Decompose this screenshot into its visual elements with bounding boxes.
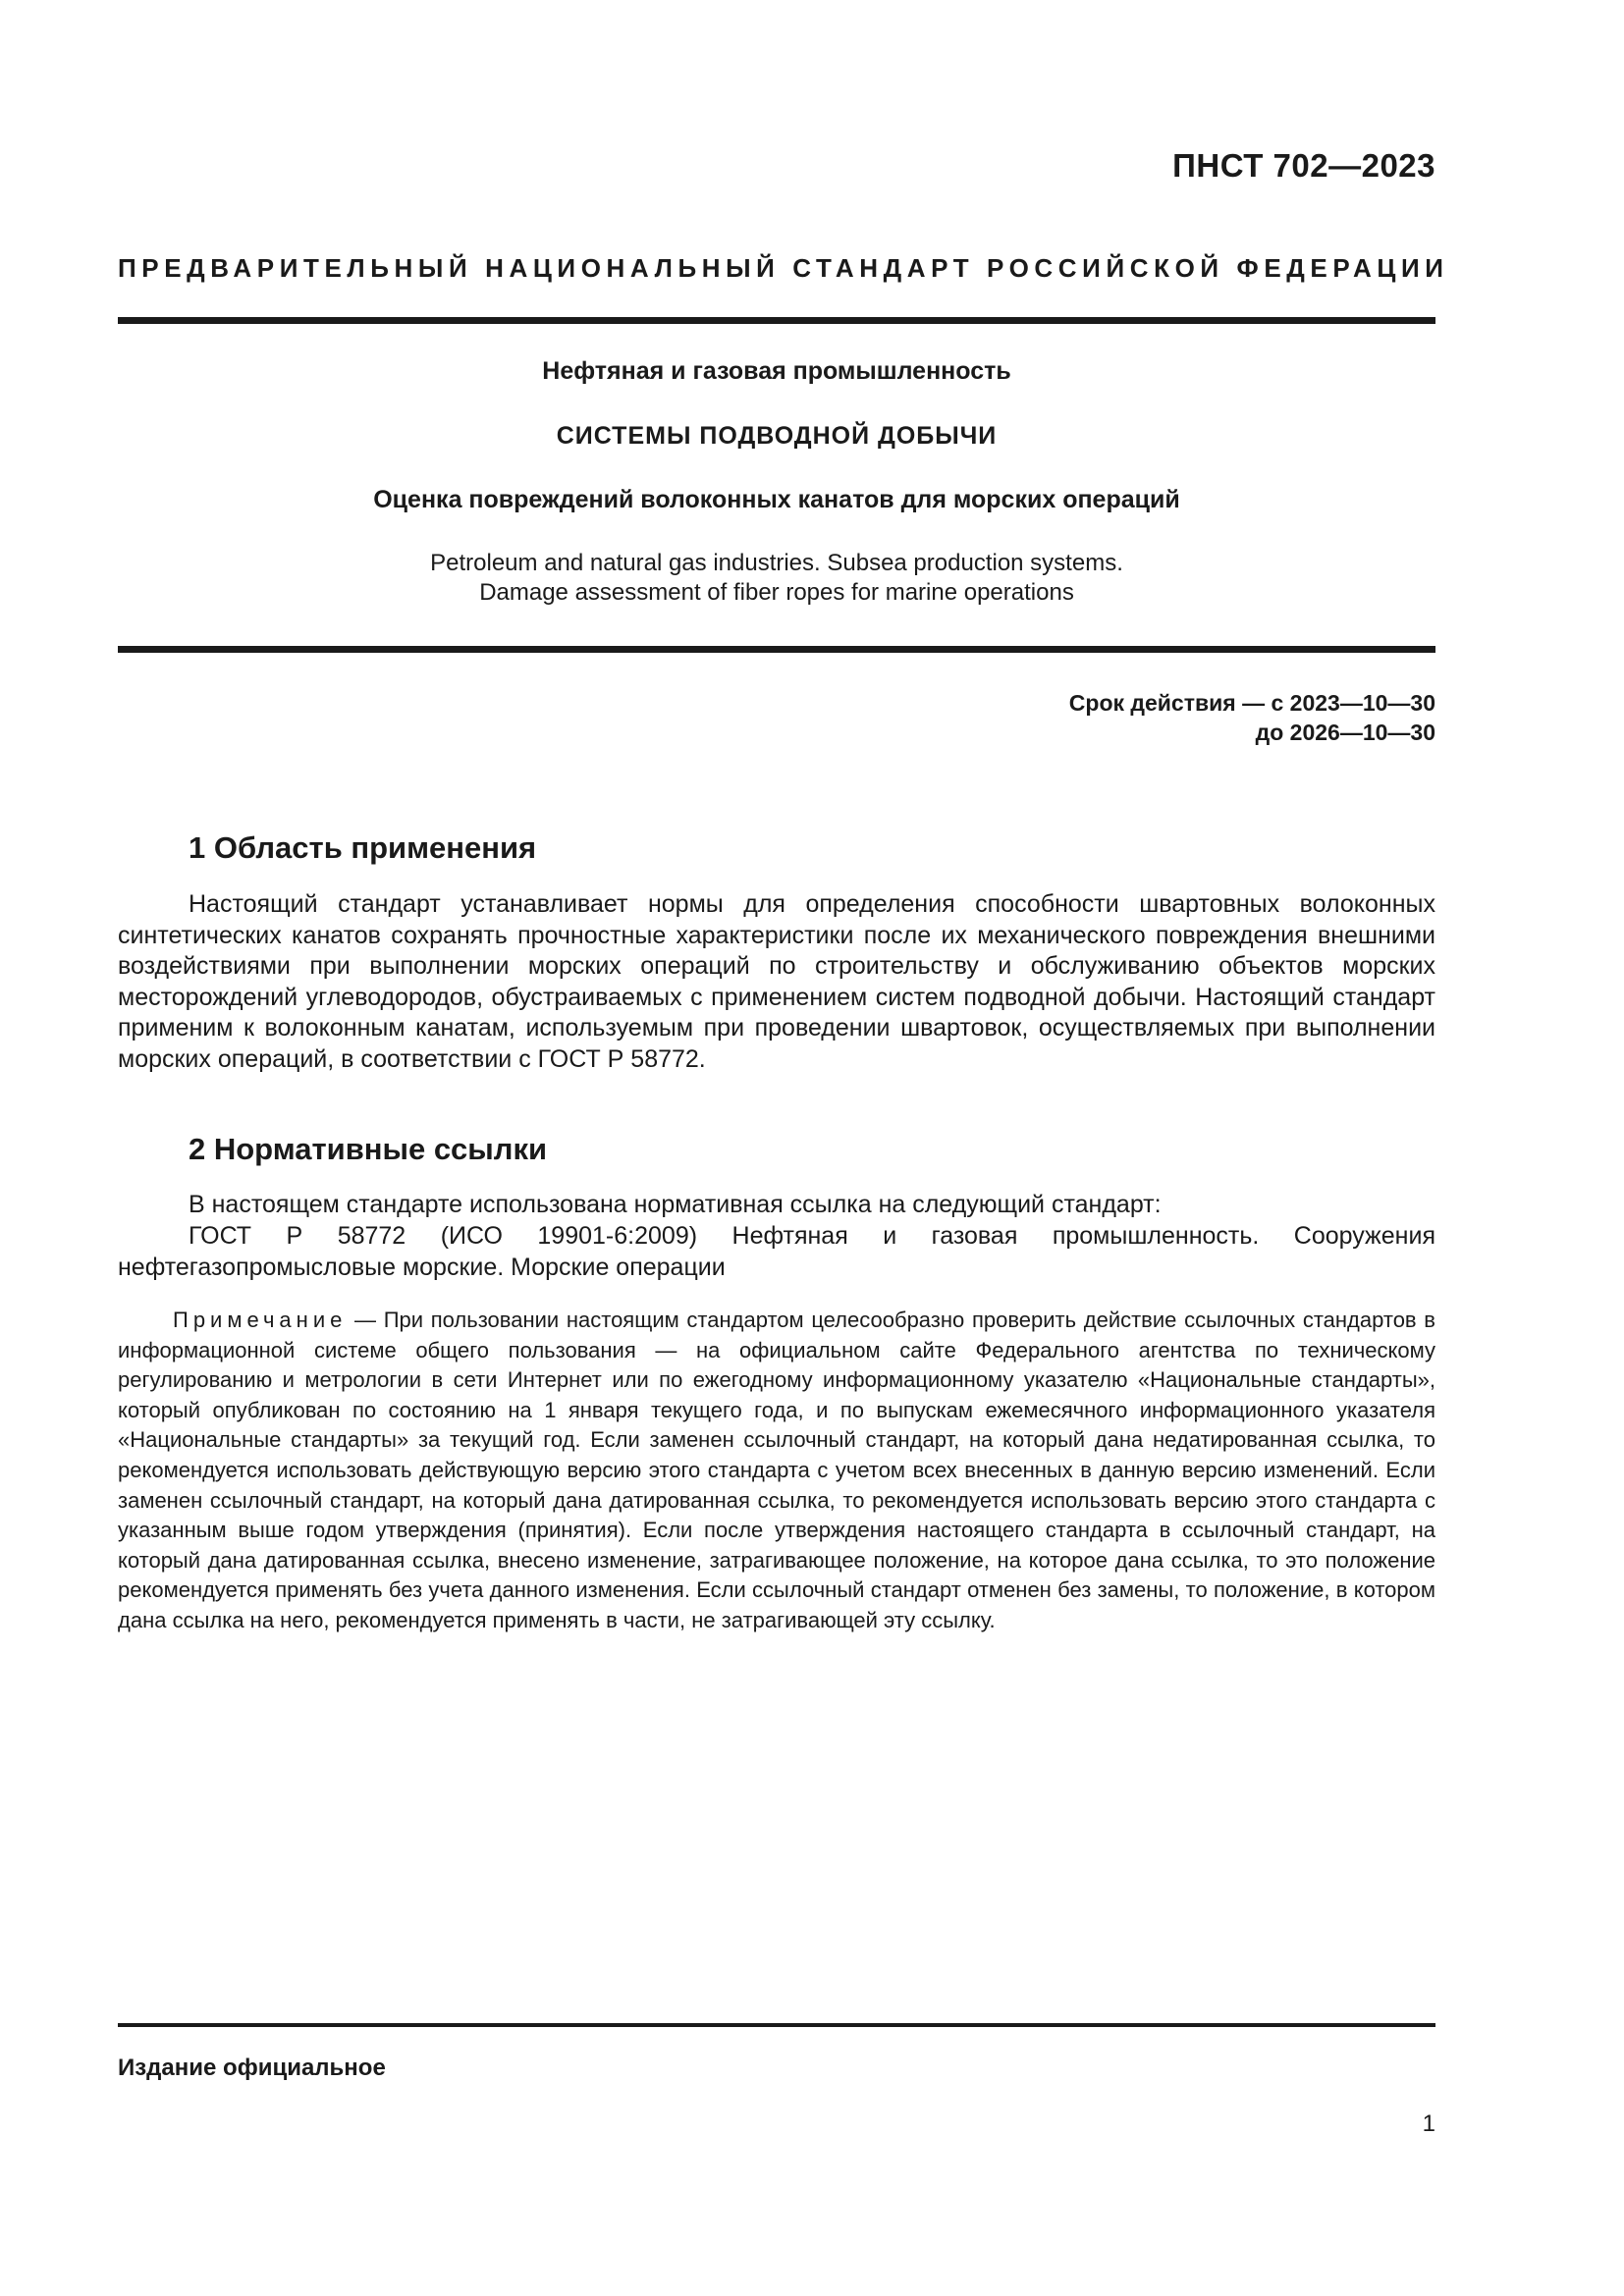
standard-number: ПНСТ 702—2023 [1172, 147, 1435, 184]
title-bottom-divider [118, 646, 1435, 653]
english-title-line-1: Petroleum and natural gas industries. Subsea production systems. [430, 550, 1123, 576]
note-label: Примечание [173, 1308, 348, 1332]
section-1-paragraph: Настоящий стандарт устанавливает нормы для определения способности швартовных волоконных синтетических канатов сохранять прочностные характеристики после их механического повреждения внешними воздействиями при выполнении морских операций по строительству и обслуживанию объектов морских месторождений углеводородов, обустраиваемых с применением систем подводной добычи. Настоящий стандарт применим к волоконным канатам, используемым при проведении швартовок, осуществляемых при выполнении морских операций, в соответствии с ГОСТ Р 58772. [118, 890, 1435, 1073]
top-divider [118, 317, 1435, 324]
industry-title: Нефтяная и газовая промышленность [542, 357, 1011, 385]
section-1-title: 1 Область применения [189, 830, 537, 865]
document-subtitle: Оценка повреждений волоконных канатов для морских операций [373, 486, 1180, 513]
validity-to: до 2026—10—30 [1255, 720, 1435, 745]
system-title: СИСТЕМЫ ПОДВОДНОЙ ДОБЫЧИ [556, 422, 998, 450]
english-title-line-2: Damage assessment of fiber ropes for marine operations [479, 579, 1074, 606]
section-2-paragraph-1: В настоящем стандарте использована нормативная ссылка на следующий стандарт: [189, 1191, 1162, 1218]
edition-label: Издание официальное [118, 2055, 386, 2081]
note-block [118, 1306, 1435, 1636]
validity-from: Срок действия — с 2023—10—30 [1068, 690, 1435, 716]
page-number: 1 [1422, 2110, 1435, 2137]
section-2-title: 2 Нормативные ссылки [189, 1132, 548, 1166]
note-text: — При пользовании настоящим стандартом целесообразно проверить действие ссылочных стандартов в информационной системе общего пользования — на официальном сайте Федерального агентства по техническому регулированию и метрологии в сети Интернет или по ежегодному информационному указателю «Национальные стандарты», который опубликован по состоянию на 1 января текущего года, и по выпускам ежемесячного информационного указателя «Национальные стандарты» за текущий год. Если заменен ссылочный стандарт, на который дана недатированная ссылка, то рекомендуется использовать действующую версию этого стандарта с учетом всех внесенных в данную версию изменений. Если заменен ссылочный стандарт, на который дана датированная ссылка, то рекомендуется использовать версию этого стандарта с указанным выше годом утверждения (принятия). Если после утверждения настоящего стандарта в ссылочный стандарт, на который дана датированная ссылка, внесено изменение, затрагивающее положение, на которое дана ссылка, то это положение рекомендуется применять без учета данного изменения. Если ссылочный стандарт отменен без замены, то положение, в котором дана ссылка на него, рекомендуется применять в части, не затрагивающей эту ссылку. [118, 1308, 1435, 1632]
section-2-reference: ГОСТ Р 58772 (ИСО 19901-6:2009) Нефтяная и газовая промышленность. Сооружения нефтегазопромысловые морские. Морские операции [118, 1222, 1435, 1281]
standard-type-heading: ПРЕДВАРИТЕЛЬНЫЙ НАЦИОНАЛЬНЫЙ СТАНДАРТ РОССИЙСКОЙ ФЕДЕРАЦИИ [118, 253, 1449, 283]
footer-divider [118, 2023, 1435, 2027]
